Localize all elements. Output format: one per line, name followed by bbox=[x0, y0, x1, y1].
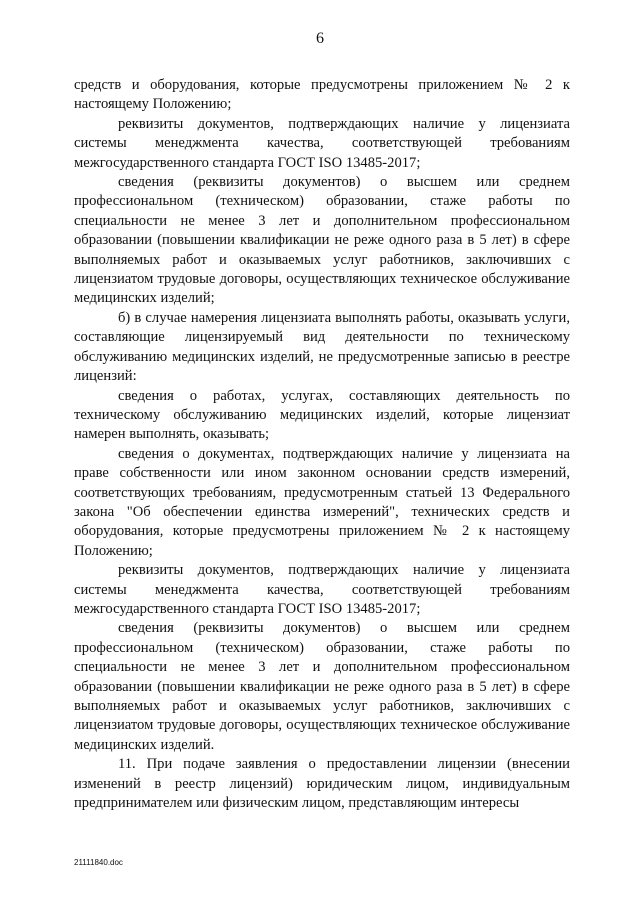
page-number: 6 bbox=[316, 30, 324, 47]
paragraph: сведения (реквизиты документов) о высшем или среднем профессиональном (техническом) образовании, стаже работы по специальности не менее 3 лет и дополнительном профессиональном образовании (повышении квалификации не реже одного раза в 5 лет) в сфере выполняемых работ и оказываемых услуг работников, заключивших с лицензиатом трудовые договоры, осуществляющих техническое обслуживание медицинских изделий. bbox=[74, 620, 570, 753]
footer-doc-id: 21111840.doc bbox=[74, 858, 123, 867]
paragraph-item-11: 11. При подаче заявления о предоставлении лицензии (внесении изменений в реестр лицензий) юридическим лицом, индивидуальным предпринимателем или физическим лицом, представляющим интересы bbox=[74, 756, 570, 812]
paragraph: сведения о работах, услугах, составляющих деятельность по техническому обслуживанию медицинских изделий, которые лицензиат намерен выполнять, оказывать; bbox=[74, 387, 570, 443]
document-body bbox=[74, 76, 570, 813]
paragraph: реквизиты документов, подтверждающих наличие у лицензиата системы менеджмента качества, соответствующей требованиям межгосударственного стандарта ГОСТ ISO 13485-2017; bbox=[74, 562, 570, 617]
paragraph: сведения (реквизиты документов) о высшем или среднем профессиональном (техническом) образовании, стаже работы по специальности не менее 3 лет и дополнительном профессиональном образовании (повышении квалификации не реже одного раза в 5 лет) в сфере выполняемых работ и оказываемых услуг работников, заключивших с лицензиатом трудовые договоры, осуществляющих техническое обслуживание медицинских изделий; bbox=[74, 174, 570, 307]
paragraph: реквизиты документов, подтверждающих наличие у лицензиата системы менеджмента качества, соответствующей требованиям межгосударственного стандарта ГОСТ ISO 13485-2017; bbox=[74, 115, 570, 171]
paragraph: сведения о документах, подтверждающих наличие у лицензиата на праве собственности или ином законном основании средств измерений, соответствующих требованиям, предусмотренным статьей 13 Федерального закона "Об обеспечении единства измерений", технических средств и оборудования, которые предусмотрены приложением № 2 к настоящему Положению; bbox=[74, 445, 570, 559]
paragraph-continuation: средств и оборудования, которые предусмотрены приложением № 2 к настоящему Положению; bbox=[74, 77, 570, 113]
paragraph-subitem-b: б) в случае намерения лицензиата выполнять работы, оказывать услуги, составляющие лицензируемый вид деятельности по техническому обслуживанию медицинских изделий, не предусмотренные записью в реестре лицензий: bbox=[74, 309, 570, 385]
